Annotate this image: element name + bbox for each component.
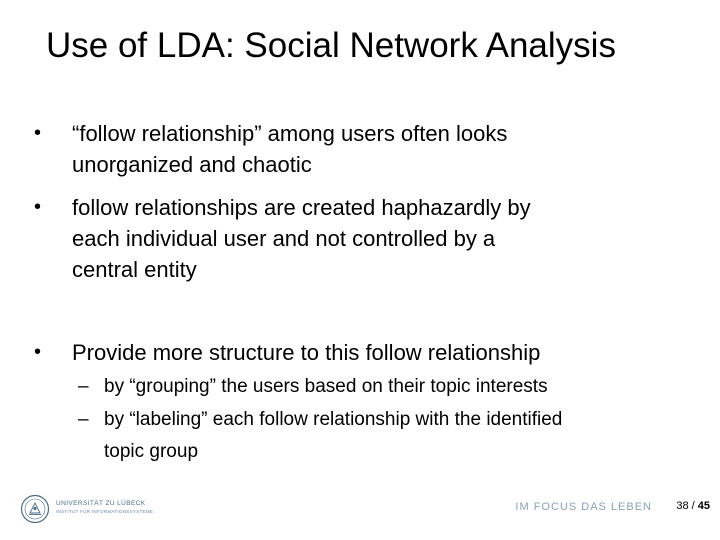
sub-bullet-line: by “grouping” the users based on their topic interests	[104, 376, 548, 397]
sub-bullet-line: topic group	[104, 441, 199, 462]
page-separator: /	[688, 500, 698, 512]
sub-bullet-item	[78, 371, 548, 403]
sub-bullet-item	[78, 404, 563, 468]
bullet-item	[34, 337, 672, 368]
bullet-line: Provide more structure to this follow relationship	[72, 340, 541, 365]
page-number	[676, 500, 710, 512]
university-seal-icon	[20, 494, 50, 524]
university-logo	[20, 494, 200, 524]
bullet-item	[34, 118, 672, 180]
bullet-dot: •	[34, 122, 42, 144]
bullet-line: unorganized and chaotic	[72, 152, 312, 177]
bullet-line: each individual user and not controlled by a	[72, 226, 496, 251]
page-current: 38	[676, 500, 689, 512]
university-name: UNIVERSITÄT ZU LÜBECK	[56, 500, 146, 507]
bullet-dot: •	[34, 341, 42, 363]
university-subtitle: INSTITUT FÜR INFORMATIONSSYSTEME	[56, 509, 154, 514]
slide-title: Use of LDA: Social Network Analysis	[46, 26, 616, 65]
bullet-line: follow relationships are created haphazardly by	[72, 195, 531, 220]
sub-bullet-dash: –	[78, 376, 89, 397]
sub-bullet-dash: –	[78, 409, 89, 430]
page-total: 45	[697, 500, 710, 512]
sub-bullet-line: by “labeling” each follow relationship with the identified	[104, 409, 563, 430]
bullet-line: central entity	[72, 257, 197, 282]
bullet-dot: •	[34, 196, 42, 218]
bullet-line: “follow relationship” among users often looks	[72, 121, 508, 146]
bullet-item	[34, 192, 672, 285]
footer-motto: IM FOCUS DAS LEBEN	[515, 501, 652, 513]
